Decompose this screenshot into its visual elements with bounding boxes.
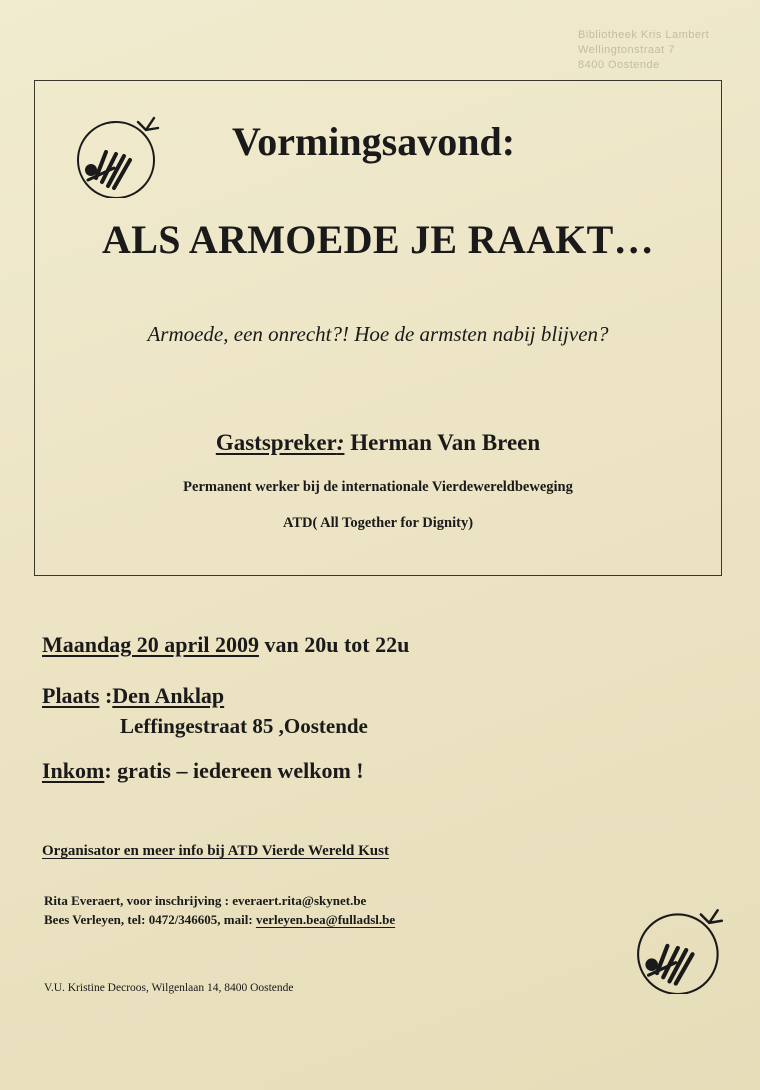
speaker-org: ATD( All Together for Dignity) [282,515,474,531]
entry-text: : gratis – iedereen welkom ! [104,758,364,783]
poster-title: ALS ARMOEDE JE RAAKT… [102,217,654,262]
atd-logo-icon-bottom [636,904,726,994]
speaker-line [34,430,722,456]
library-stamp [578,28,748,73]
speaker-role: Permanent werker bij de internationale Vierdewereldbeweging [183,479,573,495]
contact-bees-email[interactable]: verleyen.bea@fulladsl.be [255,912,396,927]
speaker-label: Gastspreker: [215,430,345,455]
stamp-city: 8400 Oostende [578,59,660,71]
event-date: Maandag 20 april 2009 [42,632,259,657]
responsible-publisher: V.U. Kristine Decroos, Wilgenlaan 14, 8400 Oostende [44,982,294,994]
stamp-name: Bibliotheek Kris Lambert [578,29,710,41]
poster-subtitle: Armoede, een onrecht?! Hoe de armsten nabij blijven? [147,322,609,346]
entry-label: Inkom [42,758,105,783]
stamp-street: Wellingtonstraat 7 [578,44,675,56]
organizer-heading: Organisator en meer info bij ATD Vierde Wereld Kust [42,843,389,859]
contact-rita: Rita Everaert, voor inschrijving : everaert.rita@skynet.be [44,893,367,908]
place-colon: : [104,683,113,708]
event-date-line [42,632,409,658]
place-label: Plaats [42,683,100,708]
event-address: Leffingestraat 85 ,Oostende [120,714,368,738]
event-type-heading: Vormingsavond: [232,119,516,164]
entry-line [42,758,364,784]
contact-bees [44,912,395,928]
event-time: van 20u tot 22u [264,632,410,657]
speaker-name: Herman Van Breen [350,430,541,455]
place-name: Den Anklap [112,683,225,708]
atd-logo-icon [76,112,162,198]
contact-bees-text: Bees Verleyen, tel: 0472/346605, mail: [44,912,253,927]
event-place-line [42,683,224,709]
